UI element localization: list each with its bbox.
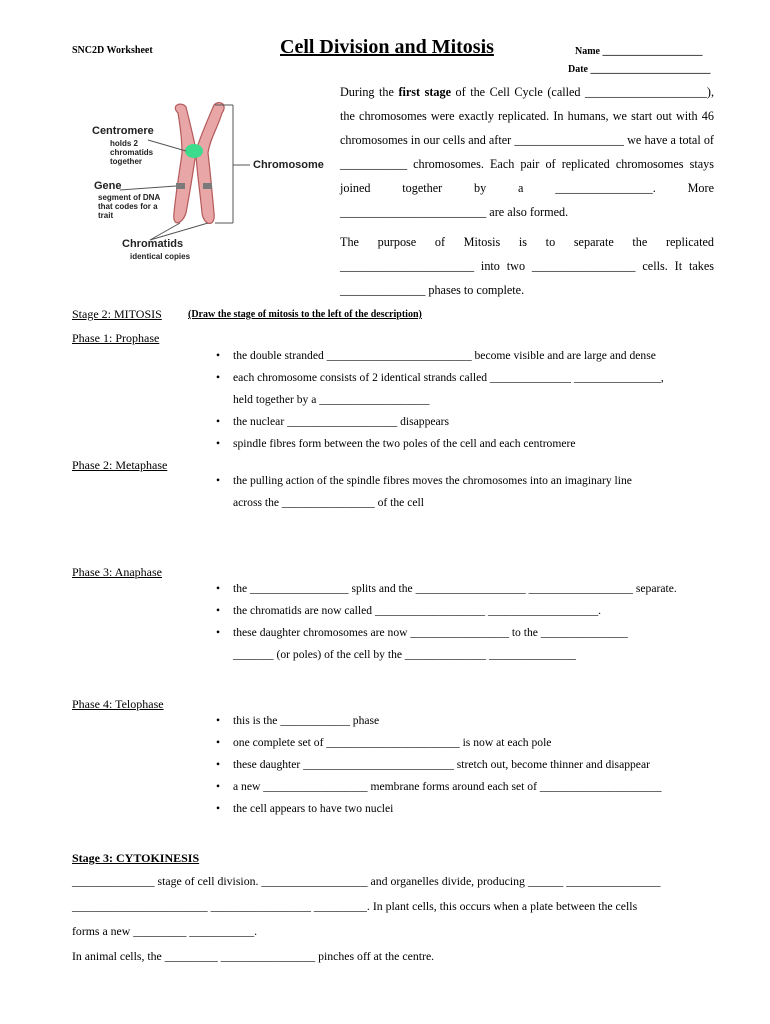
- gene-desc: segment of DNA that codes for a trait: [98, 193, 161, 220]
- list-item: • each chromosome consists of 2 identical strands called ______________ _______________, held together by a ___________________: [216, 367, 664, 411]
- intro-paragraph-2: The purpose of Mitosis is to separate the replicated ______________________ into two _________________ cells. It takes ______________ phases to complete.: [340, 235, 714, 297]
- list-item: • these daughter chromosomes are now _________________ to the _______________ _______ (or poles) of the cell by the ______________ _______________: [216, 622, 677, 666]
- chromatids-label: Chromatids: [122, 238, 184, 250]
- course-code: SNC2D Worksheet: [72, 45, 153, 56]
- centromere-desc: holds 2 chromatids together: [110, 139, 154, 166]
- list-item: • these daughter __________________________ stretch out, become thinner and disappear: [216, 754, 662, 776]
- stage3-line: _______________________ _________________ _________. In plant cells, this occurs when a plate between the cells: [72, 899, 638, 913]
- stage2-heading: Stage 2: MITOSIS: [72, 307, 162, 321]
- stage3-line: In animal cells, the _________ ________________ pinches off at the centre.: [72, 949, 435, 963]
- phase-telophase-heading: Phase 4: Telophase: [72, 697, 164, 711]
- centromere-mark: [185, 144, 203, 158]
- list-item: • spindle fibres form between the two poles of the cell and each centromere: [216, 433, 664, 455]
- list-item: • the cell appears to have two nuclei: [216, 798, 662, 820]
- list-item: • this is the ____________ phase: [216, 710, 662, 732]
- phase-metaphase-heading: Phase 2: Metaphase: [72, 458, 168, 472]
- intro-text: [340, 80, 714, 302]
- stage3-line: forms a new _________ ___________.: [72, 924, 258, 938]
- metaphase-list: [216, 470, 632, 514]
- list-item: • the pulling action of the spindle fibres moves the chromosomes into an imaginary line across the ________________ of the cell: [216, 470, 632, 514]
- prophase-list: [216, 345, 664, 455]
- list-item: • the double stranded _________________________ become visible and are large and dense: [216, 345, 664, 367]
- telophase-list: [216, 710, 662, 820]
- list-item: • the nuclear ___________________ disappears: [216, 411, 664, 433]
- chromatids-desc: identical copies: [130, 252, 191, 261]
- anaphase-list: [216, 578, 677, 666]
- stage3-heading: Stage 3: CYTOKINESIS: [72, 851, 200, 865]
- list-item: • the _________________ splits and the ___________________ __________________ separate.: [216, 578, 677, 600]
- page-title: Cell Division and Mitosis: [280, 36, 494, 58]
- gene-label: Gene: [94, 180, 122, 192]
- centromere-label: Centromere: [92, 125, 154, 137]
- left-chromatid: [174, 104, 196, 223]
- stage2-instruction: (Draw the stage of mitosis to the left of the description): [188, 309, 422, 320]
- gene-band-right: [203, 183, 212, 189]
- list-item: • a new __________________ membrane forms around each set of _____________________: [216, 776, 662, 798]
- name-field[interactable]: Name ____________________: [575, 46, 703, 57]
- list-item: • the chromatids are now called ___________________ ___________________.: [216, 600, 677, 622]
- list-item: • one complete set of _______________________ is now at each pole: [216, 732, 662, 754]
- right-chromatid: [196, 103, 224, 224]
- chromosome-diagram: [90, 95, 340, 275]
- gene-band-left: [176, 183, 185, 189]
- stage3-line: ______________ stage of cell division. __________________ and organelles divide, producing ______ ________________: [72, 874, 661, 888]
- phase-prophase-heading: Phase 1: Prophase: [72, 331, 160, 345]
- chromosome-label: Chromosome: [253, 159, 324, 171]
- intro-paragraph-1: During the first stage of the Cell Cycle (called ____________________), the chromosomes were exactly replicated. In humans, we start out with 46 chromosomes in our cells and after __________________ we have a total of ___________ chromosomes. Each pair of replicated chromosomes stays joined together by a ________________. More ________________________ are also formed.: [340, 85, 714, 219]
- phase-anaphase-heading: Phase 3: Anaphase: [72, 565, 162, 579]
- date-field[interactable]: Date ________________________: [568, 64, 711, 75]
